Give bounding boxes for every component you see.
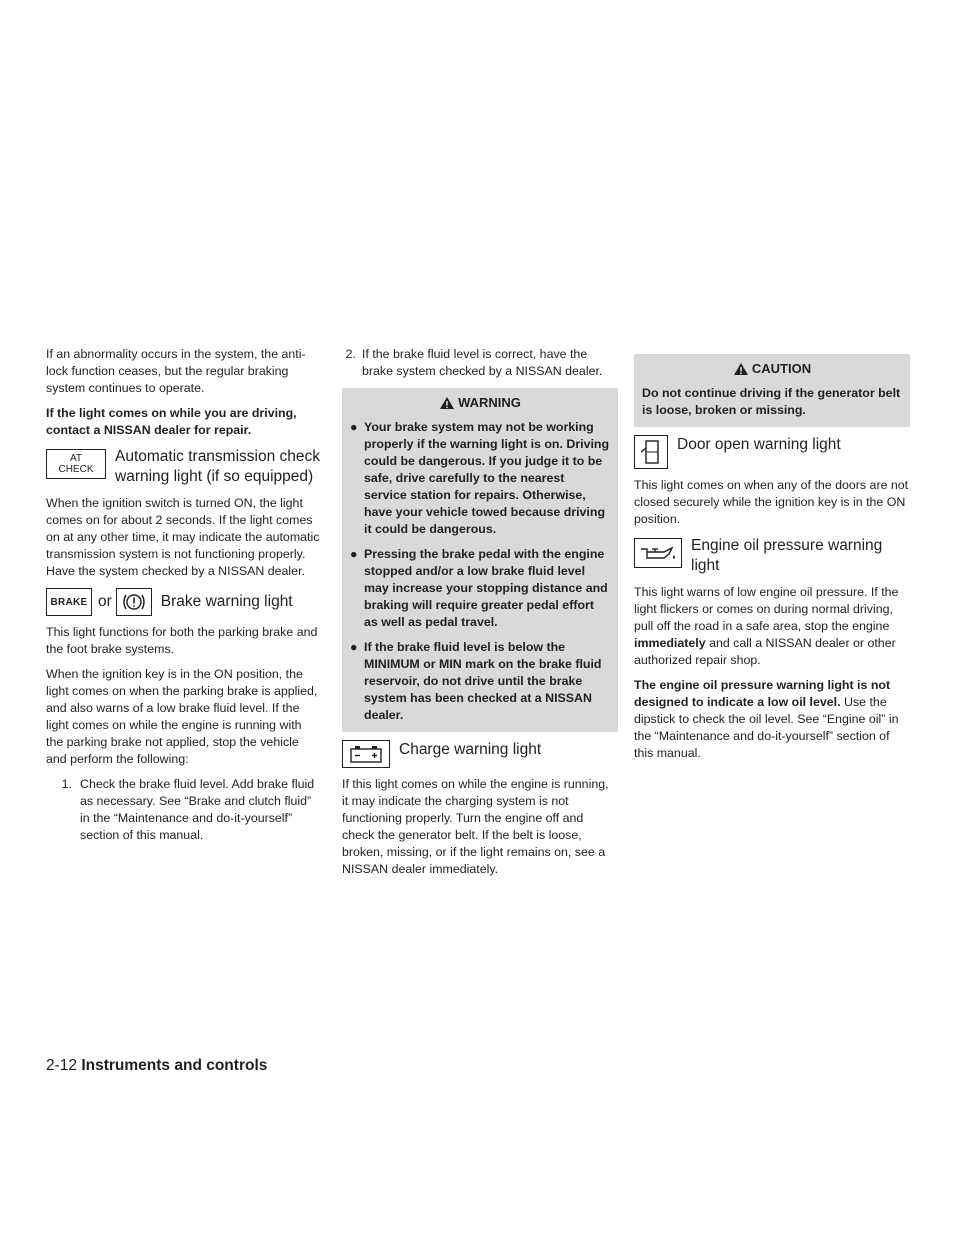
brake-body-1: This light functions for both the parking brake and the foot brake systems.	[46, 625, 318, 656]
column-middle	[342, 346, 618, 886]
brake-steps	[46, 776, 322, 844]
charge-body: If this light comes on while the engine is running, it may indicate the charging system is not functioning properly. Turn the engine off and check the generator belt. If the belt is loose, broken, missing, or if the light remains on, see a NISSAN dealer immediately.	[342, 777, 609, 876]
section-title: Instruments and controls	[81, 1057, 268, 1074]
at-check-body: When the ignition switch is turned ON, the light comes on for about 2 seconds. If the light comes on at any other time, it may indicate the automatic transmission system is not functioning properly. Have the system checked by a NISSAN dealer.	[46, 496, 320, 578]
oil-title: Engine oil pressure warning light	[691, 537, 883, 574]
brake-text-icon: BRAKE	[46, 588, 92, 616]
brake-steps-continued	[342, 346, 618, 380]
column-right	[634, 346, 910, 770]
at-check-title: Automatic transmission check warning light (if so equipped)	[115, 448, 321, 485]
abs-intro-paragraph: If an abnormality occurs in the system, the anti-lock function ceases, but the regular braking system continues to operate.	[46, 347, 306, 395]
column-left	[46, 346, 322, 852]
page-footer	[46, 1057, 267, 1075]
oil-body: This light warns of low engine oil pressure. If the light flickers or comes on during normal driving, pull off the road in a safe area, stop the engine immediately and call a NISSAN dealer or other authorized repair shop.	[634, 585, 899, 667]
brake-body-2: When the ignition key is in the ON position, the light comes on when the parking brake is applied, and also warns of a low brake fluid level. If the light comes on while the engine is running with the parking brake not applied, stop the vehicle and perform the following:	[46, 667, 318, 766]
charge-heading	[342, 740, 618, 768]
charge-title: Charge warning light	[399, 741, 542, 758]
brake-step-1: 1. Check the brake fluid level. Add brake fluid as necessary. See “Brake and clutch fluid” in the “Maintenance and do-it-yourself” section of this manual.	[61, 777, 315, 842]
page-number: 2-12	[46, 1057, 78, 1074]
caution-body: Do not continue driving if the generator belt is loose, broken or missing.	[642, 386, 901, 417]
caution-triangle-icon	[733, 362, 749, 376]
door-heading	[634, 435, 910, 469]
warning-item: ● If the brake fluid level is below the MINIMUM or MIN mark on the brake fluid reservoir, do not drive until the brake system has been checked at a NISSAN dealer.	[350, 640, 602, 722]
door-title: Door open warning light	[677, 436, 841, 453]
door-open-icon	[634, 435, 668, 469]
at-check-icon: AT CHECK	[46, 449, 106, 479]
door-body: This light comes on when any of the doors are not closed securely while the ignition key is in the ON position.	[634, 478, 909, 526]
brake-title: Brake warning light	[160, 593, 293, 610]
brake-step-2: 2. If the brake fluid level is correct, have the brake system checked by a NISSAN dealer.	[345, 347, 603, 378]
battery-icon	[342, 740, 390, 768]
warning-item: ● Your brake system may not be working properly if the warning light is on. Driving could be dangerous. If you judge it to be safe, drive carefully to the nearest service station for repairs. Otherwise, have your vehicle towed because driving it could be dangerous.	[350, 420, 610, 536]
caution-panel	[634, 354, 910, 427]
oil-can-icon	[634, 538, 682, 568]
brake-or-label: or	[98, 593, 112, 610]
warning-item: ● Pressing the brake pedal with the engine stopped and/or a low brake fluid level may increase your stopping distance and braking will require greater pedal effort as well as pedal travel.	[350, 547, 608, 629]
oil-note: The engine oil pressure warning light is not designed to indicate a low oil level. Use the dipstick to check the oil level. See “Engine oil” in the “Maintenance and do-it-yourself” section of this manual.	[634, 678, 899, 760]
dealer-note: If the light comes on while you are driving, contact a NISSAN dealer for repair.	[46, 406, 297, 437]
brake-circle-icon	[116, 588, 152, 616]
brake-heading	[46, 588, 322, 616]
caution-title: CAUTION	[642, 360, 902, 377]
warning-triangle-icon	[439, 396, 455, 410]
warning-title: WARNING	[350, 394, 610, 411]
oil-heading	[634, 536, 910, 576]
at-check-heading	[46, 447, 322, 487]
warning-panel	[342, 388, 618, 732]
